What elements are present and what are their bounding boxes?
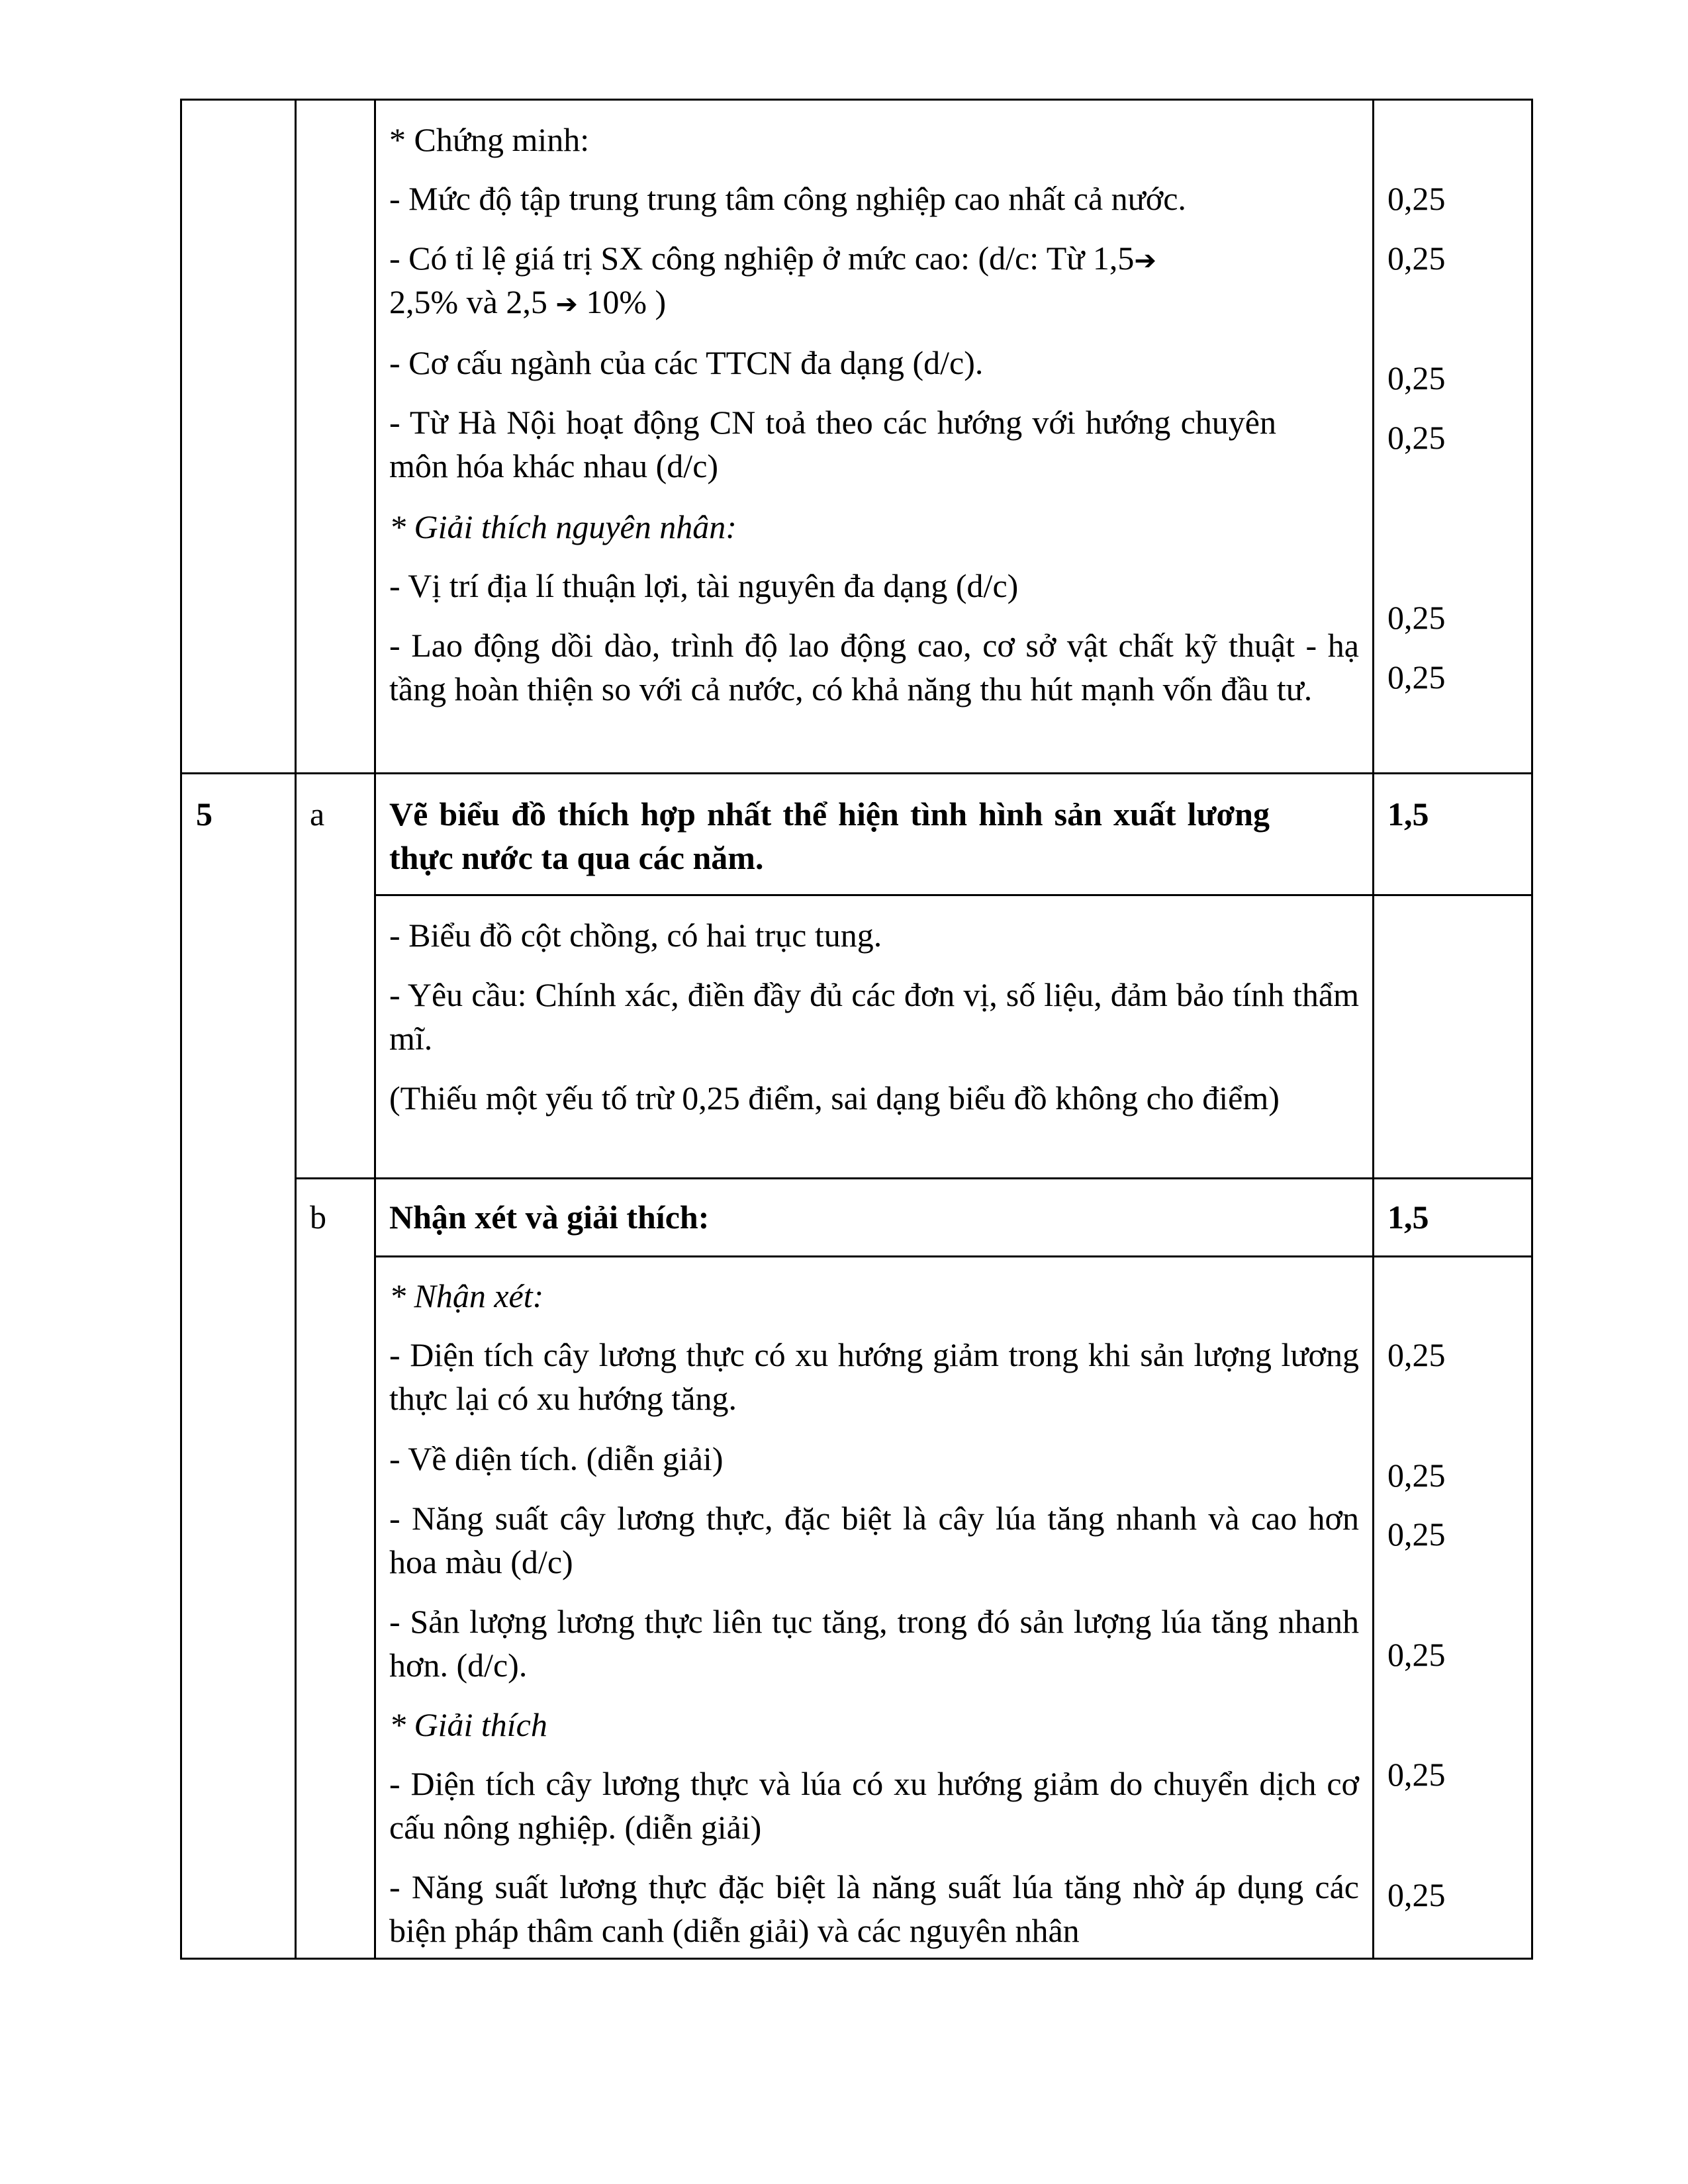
arrow-right-icon: ➔: [1134, 246, 1156, 276]
proof-item-2-part-3: 10% ): [577, 283, 667, 320]
column-divider-content: [374, 99, 376, 1960]
table-border-left: [180, 99, 182, 1960]
question-number: 5: [196, 796, 212, 833]
table-border-right: [1531, 99, 1533, 1960]
giai-thich-2-score: 0,25: [1387, 1876, 1446, 1913]
nhan-xet-2-score: 0,25: [1387, 1457, 1446, 1494]
table-border-top: [180, 99, 1533, 101]
row-divider-q5: [180, 772, 1533, 774]
nhan-xet-4-score: 0,25: [1387, 1636, 1446, 1673]
proof-item-2-cont: [389, 280, 666, 326]
part-a-line-1: - Biểu đồ cột chồng, có hai trục tung.: [389, 917, 882, 954]
proof-item-3-score: 0,25: [1387, 359, 1446, 396]
giai-thich-1-score: 0,25: [1387, 1756, 1446, 1793]
nhan-xet-1: - Diện tích cây lương thực có xu hướng giảm trong khi sản lượng lương thực lại có xu hướng tăng.: [389, 1336, 1359, 1417]
reason-1-score: 0,25: [1387, 599, 1446, 636]
part-b-score: 1,5: [1387, 1199, 1429, 1236]
reason-1: - Vị trí địa lí thuận lợi, tài nguyên đa dạng (d/c): [389, 567, 1019, 604]
part-b-label: b: [310, 1199, 326, 1236]
part-a-line-3: (Thiếu một yếu tố trừ 0,25 điểm, sai dạng biểu đồ không cho điểm): [389, 1079, 1280, 1116]
row-divider-5a-content: [374, 894, 1533, 896]
column-divider-part: [295, 99, 297, 1960]
reason-2-score: 0,25: [1387, 659, 1446, 696]
proof-item-2: [389, 236, 1156, 283]
nhan-xet-1-score: 0,25: [1387, 1336, 1446, 1373]
giai-thich-nguyen-nhan-heading: * Giải thích nguyên nhân:: [389, 508, 737, 545]
nhan-xet-3-score: 0,25: [1387, 1516, 1446, 1553]
column-divider-score: [1372, 99, 1374, 1960]
giai-thich-1: - Diện tích cây lương thực và lúa có xu hướng giảm do chuyển dịch cơ cấu nông nghiệp. (diễn giải): [389, 1765, 1359, 1846]
proof-item-3: - Cơ cấu ngành của các TTCN đa dạng (d/c).: [389, 344, 984, 381]
row-divider-5b-content: [374, 1255, 1533, 1257]
row-divider-5b: [295, 1177, 1533, 1179]
proof-item-1-score: 0,25: [1387, 180, 1446, 217]
nhan-xet-4: - Sản lượng lương thực liên tục tăng, trong đó sản lượng lúa tăng nhanh hơn. (d/c).: [389, 1603, 1359, 1684]
table-border-bottom: [180, 1958, 1533, 1960]
proof-item-2-part-1: - Có tỉ lệ giá trị SX công nghiệp ở mức cao: (d/c: Từ 1,5: [389, 240, 1135, 277]
chung-minh-heading: * Chứng minh:: [389, 121, 590, 158]
proof-item-4: - Từ Hà Nội hoạt động CN toả theo các hướng với hướng chuyên môn hóa khác nhau (d/c): [389, 404, 1276, 484]
part-b-title: Nhận xét và giải thích:: [389, 1199, 710, 1236]
part-a-score: 1,5: [1387, 796, 1429, 833]
giai-thich-heading: * Giải thích: [389, 1706, 547, 1743]
proof-item-4-score: 0,25: [1387, 419, 1446, 456]
part-a-line-2: - Yêu cầu: Chính xác, điền đầy đủ các đơn vị, số liệu, đảm bảo tính thẩm mĩ.: [389, 976, 1359, 1057]
nhan-xet-heading: * Nhận xét:: [389, 1277, 544, 1314]
arrow-right-icon: ➔: [555, 289, 578, 320]
proof-item-1: - Mức độ tập trung trung tâm công nghiệp cao nhất cả nước.: [389, 180, 1186, 217]
part-a-label: a: [310, 796, 325, 833]
nhan-xet-2: - Về diện tích. (diễn giải): [389, 1440, 724, 1477]
giai-thich-2: - Năng suất lương thực đặc biệt là năng suất lúa tăng nhờ áp dụng các biện pháp thâm canh (diễn giải) và các nguyên nhân: [389, 1868, 1359, 1949]
reason-2: - Lao động dồi dào, trình độ lao động cao, cơ sở vật chất kỹ thuật - hạ tầng hoàn thiện so với cả nước, có khả năng thu hút mạnh vốn đầu tư.: [389, 627, 1359, 707]
proof-item-2-score: 0,25: [1387, 240, 1446, 277]
part-a-title: Vẽ biểu đồ thích hợp nhất thể hiện tình hình sản xuất lương thực nước ta qua các năm.: [389, 796, 1270, 876]
proof-item-2-part-2: 2,5% và 2,5: [389, 283, 556, 320]
nhan-xet-3: - Năng suất cây lương thực, đặc biệt là cây lúa tăng nhanh và cao hơn hoa màu (d/c): [389, 1500, 1359, 1580]
